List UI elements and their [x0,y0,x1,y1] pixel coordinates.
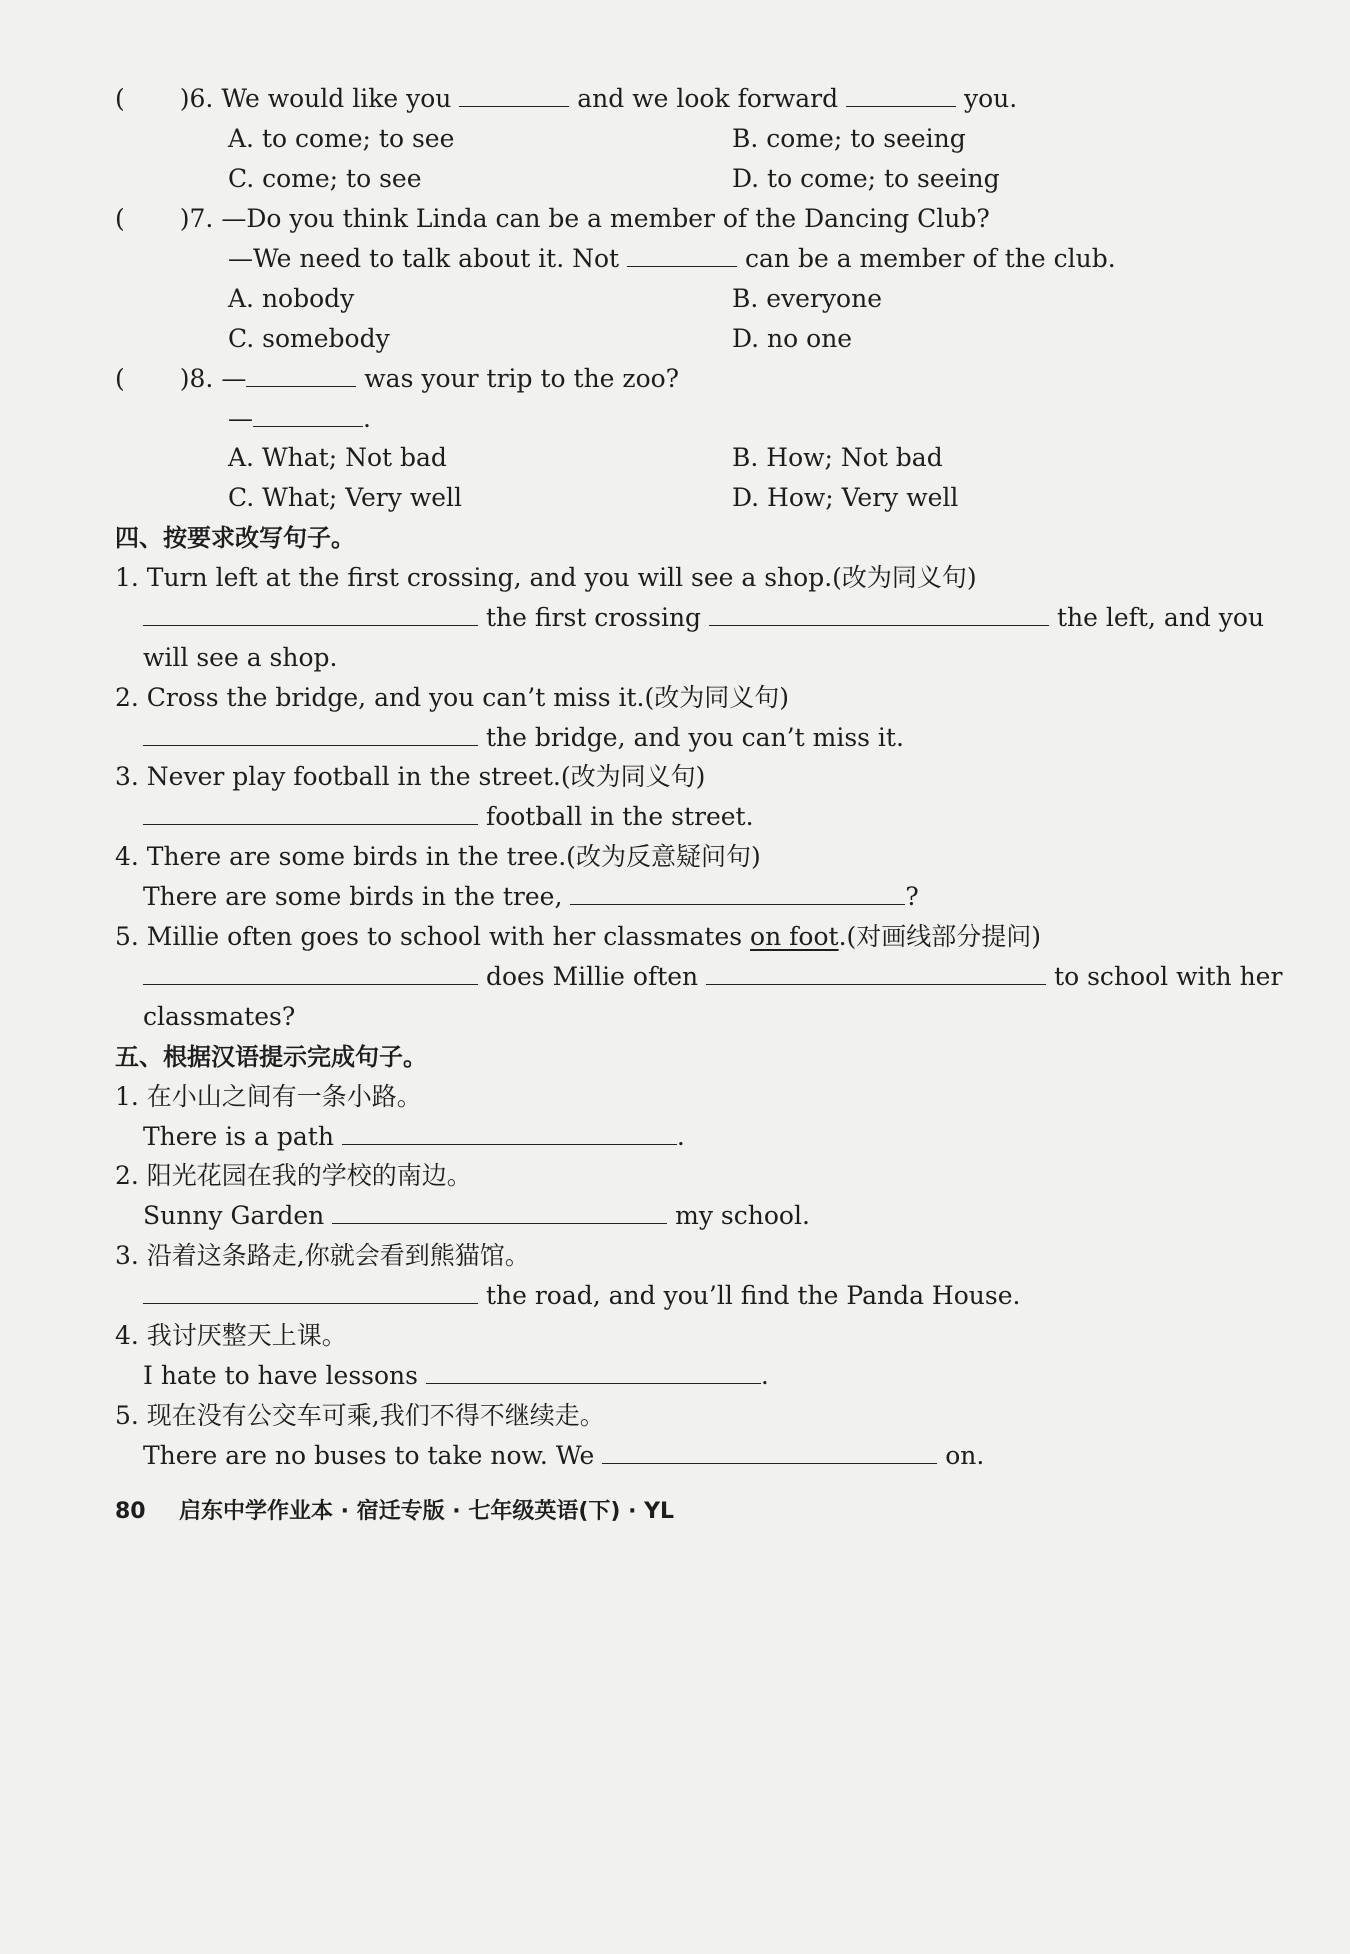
section-4-title: 四、按要求改写句子。 [115,524,355,552]
page-footer [115,1495,674,1529]
answer-blank[interactable] [143,603,478,626]
translate-3-answer: the road, and you’ll find the Panda House. [143,1279,1020,1313]
option-c: C. What; Very well [228,483,463,512]
rewrite-3-prompt: 3. Never play football in the street.(改为同义句) [115,762,706,791]
answer-blank[interactable] [602,1441,937,1464]
answer-blank[interactable] [143,723,478,746]
option-a: A. nobody [228,284,355,313]
underlined-phrase: on foot [750,922,839,951]
option-c: C. somebody [228,324,390,353]
rewrite-1-answer: the first crossing the left, and you [143,601,1264,635]
answer-blank[interactable] [570,882,905,905]
answer-blank[interactable] [342,1122,677,1145]
option-b: B. everyone [732,284,882,313]
option-a: A. What; Not bad [228,443,447,472]
answer-blank[interactable] [143,962,478,985]
page-number: 80 [115,1499,146,1524]
question-8-line2: — . [228,404,371,433]
translate-5-answer: There are no buses to take now. We on. [143,1441,985,1470]
translate-2-answer: Sunny Garden my school. [143,1201,810,1230]
answer-blank[interactable] [627,244,737,267]
answer-blank[interactable] [459,84,569,107]
section-5-title: 五、根据汉语提示完成句子。 [115,1043,427,1071]
rewrite-1-prompt: 1. Turn left at the first crossing, and you will see a shop.(改为同义句) [115,563,977,592]
translate-4-answer: I hate to have lessons . [143,1361,769,1390]
option-d: D. no one [732,324,853,353]
question-6-stem: ( )6. We would like you and we look forward you. [115,84,1018,113]
answer-blank[interactable] [846,84,956,107]
question-7-stem: ( )7. —Do you think Linda can be a member of the Dancing Club? [115,204,990,233]
rewrite-4-answer: There are some birds in the tree, ? [143,882,919,911]
translate-3-prompt: 3. 沿着这条路走,你就会看到熊猫馆。 [115,1241,530,1270]
rewrite-3-answer: football in the street. [143,800,754,834]
rewrite-5-answer: does Millie often to school with her [143,960,1282,994]
rewrite-2-prompt: 2. Cross the bridge, and you can’t miss it.(改为同义句) [115,683,789,712]
book-title: 启东中学作业本 · 宿迁专版 · 七年级英语(下) · YL [178,1499,675,1524]
option-c: C. come; to see [228,164,422,193]
translate-1-prompt: 1. 在小山之间有一条小路。 [115,1082,422,1111]
option-b: B. How; Not bad [732,443,943,472]
rewrite-5-prompt: 5. Millie often goes to school with her classmates on foot.(对画线部分提问) [115,922,1042,951]
rewrite-4-prompt: 4. There are some birds in the tree.(改为反意疑问句) [115,842,761,871]
rewrite-2-answer: the bridge, and you can’t miss it. [143,721,904,755]
option-d: D. to come; to seeing [732,164,1000,193]
answer-blank[interactable] [709,603,1049,626]
translate-2-prompt: 2. 阳光花园在我的学校的南边。 [115,1161,472,1190]
answer-blank[interactable] [143,1281,478,1304]
option-b: B. come; to seeing [732,124,966,153]
answer-blank[interactable] [246,364,356,387]
option-a: A. to come; to see [228,124,455,153]
translate-1-answer: There is a path . [143,1122,685,1151]
translate-5-prompt: 5. 现在没有公交车可乘,我们不得不继续走。 [115,1401,605,1430]
option-d: D. How; Very well [732,483,959,512]
translate-4-prompt: 4. 我讨厌整天上课。 [115,1321,347,1350]
rewrite-1-continuation: will see a shop. [143,643,338,672]
rewrite-5-continuation: classmates? [143,1002,296,1031]
answer-blank[interactable] [426,1361,761,1384]
answer-blank[interactable] [143,802,478,825]
answer-blank[interactable] [706,962,1046,985]
question-8-stem: ( )8. — was your trip to the zoo? [115,364,680,393]
question-7-line2: —We need to talk about it. Not can be a member of the club. [228,244,1116,273]
answer-blank[interactable] [332,1201,667,1224]
answer-blank[interactable] [253,404,363,427]
